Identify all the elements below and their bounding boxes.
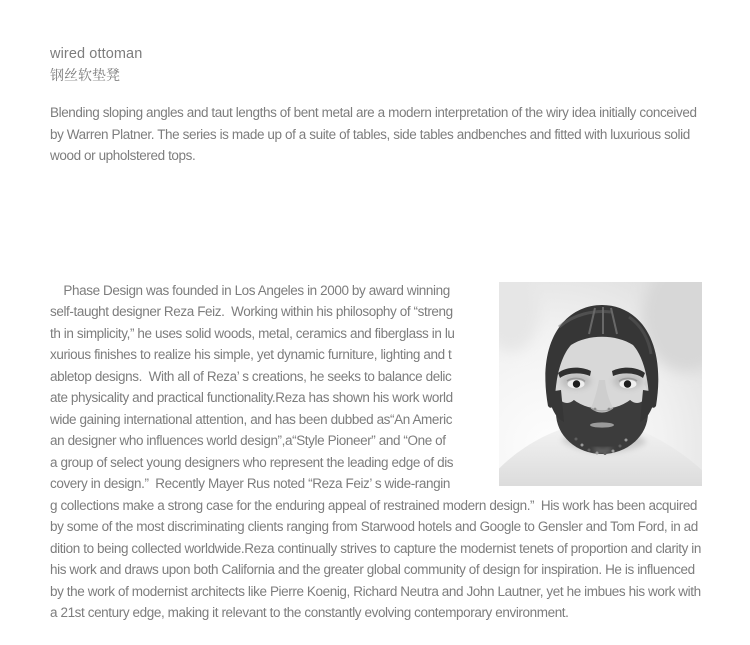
product-title: wired ottoman [50, 44, 702, 65]
bio-section [50, 194, 702, 645]
portrait-illustration [499, 282, 702, 486]
intro-paragraph: Blending sloping angles and taut lengths of bent metal are a modern interpretation of the wiry idea initially conceived by Warren Platner. The series is made up of a suite of tables, side tables andbenches and fitted with luxurious solid wood or upholstered tops. [50, 102, 702, 167]
designer-portrait-photo [499, 239, 702, 443]
product-title-chinese: 钢丝软垫凳 [50, 65, 702, 86]
bio-paragraph: Phase Design was founded in Los Angeles in 2000 by award winning self-taught designer Reza Feiz. Working within his philosophy of “strength in simplicity,” he uses solid woods, metal, ceramics and fiberglass in luxurious finishes to realize his simple, yet dynamic furniture, lighting and tabletop designs. With all of Reza’ s creations, he seeks to balance delicate physicality and practical functionality.Reza has shown his work worldwide gaining international attention, and has been dubbed as“An American designer who influences world design”,a“Style Pioneer” and “One of a group of select young designers who represent the leading edge of discovery in design.” Recently Mayer Rus noted “Reza Feiz’ s wide-ranging collections make a strong case for the enduring appeal of restrained modern design.” His work has been acquired by some of the most discriminating clients ranging from Starwood hotels and Google to Gensler and Tom Ford, in addition to being collected worldwide.Reza continually strives to capture the modernist tenets of proportion and clarity in his work and draws upon both California and the greater global community of design for inspiration. He is influenced by the work of modernist architects like Pierre Koenig, Richard Neutra and John Lautner, yet he imbues his work with a 21st century edge, making it relevant to the constantly evolving contemporary environment. [50, 283, 704, 621]
